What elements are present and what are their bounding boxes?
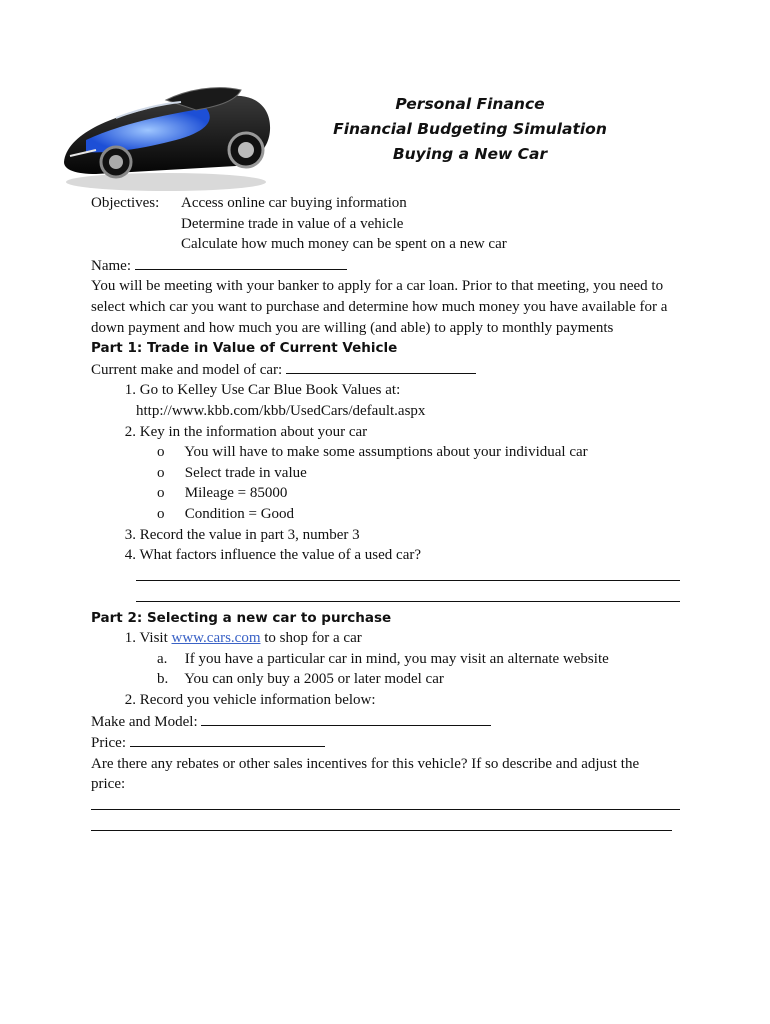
bullet-text: Select trade in value: [184, 464, 307, 481]
step-text: to shop for a car: [264, 630, 362, 647]
name-row: [91, 255, 691, 277]
kbb-url: http://www.kbb.com/kbb/UsedCars/default.aspx: [136, 402, 426, 419]
current-car-field[interactable]: [286, 359, 476, 374]
sub-marker: a.: [157, 650, 168, 667]
step-number: 2.: [124, 692, 136, 709]
objective-item: Calculate how much money can be spent on a new car: [181, 236, 507, 253]
bullet-item: [91, 483, 691, 504]
objectives-label: Objectives:: [91, 195, 160, 211]
bullet-text: You will have to make some assumptions about your individual car: [184, 444, 588, 461]
title-line-2: Financial Budgeting Simulation: [333, 120, 607, 138]
part2-heading: Part 2: Selecting a new car to purchase: [91, 609, 392, 626]
title-line-1: Personal Finance: [395, 95, 545, 113]
sub-item: [91, 669, 691, 690]
rebates-line: Are there any rebates or other sales incentives for this vehicle? If so describe and adjust the: [91, 755, 640, 772]
sub-text: You can only buy a 2005 or later model car: [184, 671, 444, 688]
part2-step-2: [91, 690, 691, 711]
step-text: Record you vehicle information below:: [139, 692, 376, 709]
step-number: 1.: [124, 382, 136, 399]
objectives-spacer: [91, 234, 181, 255]
bullet-text: Condition = Good: [184, 505, 295, 522]
current-car-row: [91, 359, 691, 381]
bullet-marker: o: [157, 464, 165, 481]
part1-step-3: [91, 525, 691, 546]
price-field[interactable]: [130, 732, 325, 747]
step-text: What factors influence the value of a used car?: [139, 547, 422, 564]
cars-com-link[interactable]: www.cars.com: [171, 630, 261, 647]
sports-car-image: [56, 70, 278, 194]
bullet-marker: o: [157, 444, 165, 461]
step-text: Record the value in part 3, number 3: [139, 526, 360, 543]
part2-step-1: [91, 628, 691, 649]
name-field[interactable]: [135, 255, 347, 270]
step-number: 2.: [124, 423, 136, 440]
part1-step-2: [91, 422, 691, 443]
objective-item: Determine trade in value of a vehicle: [181, 215, 404, 232]
sub-item: [91, 649, 691, 670]
step-text: Go to Kelley Use Car Blue Book Values at:: [139, 382, 401, 399]
bullet-text: Mileage = 85000: [184, 485, 288, 502]
bullet-item: [91, 504, 691, 525]
make-model-label: Make and Model:: [91, 713, 198, 730]
rebates-line: price:: [91, 776, 126, 793]
answer-line[interactable]: [136, 587, 680, 602]
make-model-field[interactable]: [201, 711, 491, 726]
part1-step-1: [91, 380, 691, 401]
part1-step-4: [91, 545, 691, 566]
objectives-row-2: [91, 214, 691, 235]
part1-heading: Part 1: Trade in Value of Current Vehicle: [91, 340, 398, 357]
bullet-item: [91, 463, 691, 484]
bullet-marker: o: [157, 505, 165, 522]
worksheet-body: [91, 193, 691, 837]
answer-line[interactable]: [136, 566, 680, 581]
price-row: [91, 732, 691, 754]
title-line-3: Buying a New Car: [392, 145, 548, 163]
sub-text: If you have a particular car in mind, you may visit an alternate website: [184, 650, 609, 667]
bullet-marker: o: [157, 485, 165, 502]
answer-line[interactable]: [91, 816, 672, 831]
objectives-row-3: [91, 234, 691, 255]
step-number: 4.: [124, 547, 136, 564]
sub-marker: b.: [157, 671, 169, 688]
intro-line: You will be meeting with your banker to apply for a car loan. Prior to that meeting, you need to: [91, 278, 664, 295]
price-label: Price:: [91, 735, 126, 752]
step-text: Visit: [139, 630, 168, 647]
current-car-label: Current make and model of car:: [91, 361, 283, 378]
step-number: 3.: [124, 526, 136, 543]
intro-line: select which car you want to purchase and determine how much money you have available for a: [91, 298, 668, 315]
name-label: Name:: [91, 257, 131, 274]
intro-line: down payment and how much you are willing (and able) to apply to monthly payments: [91, 319, 614, 336]
step-text: Key in the information about your car: [139, 423, 368, 440]
answer-line[interactable]: [91, 795, 680, 810]
worksheet-title: [330, 92, 610, 167]
objective-item: Access online car buying information: [181, 195, 407, 211]
make-model-row: [91, 711, 691, 733]
bullet-item: [91, 442, 691, 463]
objectives-spacer: [91, 214, 181, 235]
step-number: 1.: [124, 630, 136, 647]
objectives-row: [91, 193, 691, 214]
